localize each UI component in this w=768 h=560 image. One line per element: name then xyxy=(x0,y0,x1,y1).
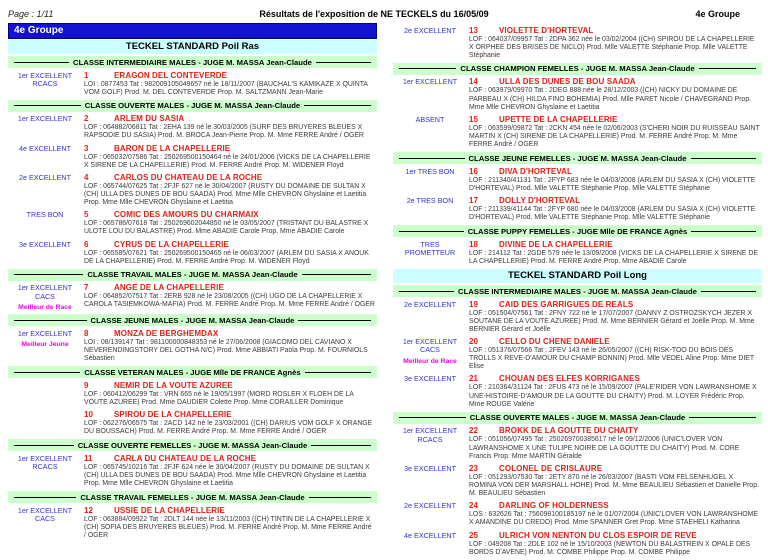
entry-number: 3 xyxy=(84,143,89,153)
entry-details: LOF : 064852/07517 Tat : 2ERB 928 né le 23/08/2005 ((CH) UGO DE LA CHAPELLERIE X CAROLA TASIEMKOWA-MAFIA) Prod. M. FERRE André Prop. M. Mme FERRE André / OGER xyxy=(84,293,375,309)
entry-details: LOF : 065745/10216 Tat : 2FJF 624 née le 30/04/2007 (RUSTY DU DOMAINE DE SULTAN X (CH) ULLA DES DUNES DE BOU SAADA) Prod. Mme Mlle CHEVRON Ghyslaine et Laetitia Prop. Mme Mlle CHEVRON Ghyslaine et Laetitia xyxy=(84,463,370,488)
entry-number: 13 xyxy=(469,25,478,35)
dog-name: CAID DES GARRIGUES DE REALS xyxy=(499,299,634,309)
award-label: CACS xyxy=(420,345,440,355)
entry-number: 6 xyxy=(84,239,89,249)
entry-details: LOF : 049208 Tat : 2DLE 102 né le 15/10/2003 (NEWTON DU BALASTREIN X OPALE DES BORDS D'AVENE) Prod. M. COMBE Philippe Prop. M. COMBE Philippe xyxy=(469,540,751,556)
dog-name: CYRUS DE LA CHAPELLERIE xyxy=(114,239,229,249)
dog-name: USSIE DE LA CHAPELLERIE xyxy=(114,505,225,515)
award-label: 4e EXCELLENT xyxy=(404,530,456,540)
award-gutter xyxy=(8,506,82,540)
award-gutter xyxy=(8,210,82,236)
award-gutter xyxy=(8,454,82,488)
award-label: TRES xyxy=(420,239,440,249)
award-label: RCACS xyxy=(417,434,443,444)
award-label: TRES BON xyxy=(26,210,64,220)
section-banner: TECKEL STANDARD Poil Ras xyxy=(8,40,377,54)
award-label: 2e EXCELLENT xyxy=(19,172,71,182)
award-gutter xyxy=(393,426,467,460)
dog-name: CHOUAN DES ELFES KORRIGANES xyxy=(499,374,640,384)
class-banner xyxy=(8,366,377,378)
award-label: 1er EXCELLENT xyxy=(402,426,458,436)
result-entry xyxy=(393,374,762,408)
dog-name: CARLOS DU CHATEAU DE LA ROCHE xyxy=(114,172,263,182)
entry-details: LOF : 211339/41144 Tat : 2FYP 680 née le 04/03/2008 (ARLEM DU SASIA X (CH) VIOLETTE D'HORTEVAL) Prod. Mlle VALETTE Stéphanie Prop. Mlle VALETTE Stéphanie xyxy=(469,206,756,222)
class-banner-label: CLASSE PUPPY FEMELLES - JUGE Mlle DE FRANCE Agnès xyxy=(467,226,688,236)
entry-number: 14 xyxy=(469,77,478,87)
report-title: Résultats de l'exposition de NE TECKELS du 16/05/09 xyxy=(259,9,489,19)
entry-body xyxy=(82,381,377,407)
dog-name: MONZA DE BERGHEMDAX xyxy=(114,328,219,338)
class-banner-label: CLASSE INTERMEDIAIRE MALES - JUGE M. MASSA Jean-Claude xyxy=(458,286,697,296)
award-label: CACS xyxy=(35,514,55,524)
entry-details: LOF : 063599/09872 Tat : 2CKN 454 née le 02/06/2003 (S'CHERI NOIR DU RUISSEAU SAINT MARTIN X (CH) SIRENE DE LA CHAPELLERIE) Prod. M. FERRE André Prop. M. Mme FERRE André / OGER xyxy=(469,124,760,149)
award-gutter xyxy=(393,374,467,408)
dog-name: ULRICH VON NENTON DU CLOS ESPOIR DE REVE xyxy=(499,530,697,540)
class-banner-label: CLASSE JEUNE FEMELLES - JUGE M. MASSA Jean-Claude xyxy=(468,153,687,163)
award-label: ABSENT xyxy=(415,114,445,124)
entry-body xyxy=(467,167,762,193)
award-gutter xyxy=(8,240,82,266)
page-number: Page : 1/11 xyxy=(8,9,54,19)
result-entry xyxy=(393,300,762,334)
award-label: 1er EXCELLENT xyxy=(17,453,73,463)
dog-name: ERAGON DEL CONTEVERDE xyxy=(114,70,228,80)
section-banner: TECKEL STANDARD Poil Long xyxy=(393,269,762,283)
entry-details: LOF : 065786/07618 Tat : 250269602044850 né le 03/05/2007 (TRISTANT DU BALASTRE X ULOTE LOU DU BALASTRE) Prod. Mme ABADIE Carole Prop. Mme ABADIE Carole xyxy=(84,220,369,236)
group-banner: 4e Groupe xyxy=(8,23,377,39)
columns-container xyxy=(0,23,768,560)
entry-title-line xyxy=(467,196,762,205)
entry-number: 15 xyxy=(469,114,478,124)
result-entry xyxy=(393,337,762,371)
award-gutter xyxy=(393,26,467,60)
award-label: 1er EXCELLENT xyxy=(402,77,458,87)
class-banner-label: CLASSE OUVERTE MALES - JUGE M. MASSA Jean-Claude xyxy=(84,101,301,111)
award-gutter xyxy=(393,115,467,149)
entry-title-line xyxy=(467,501,762,510)
dog-name: COLONEL DE CRISLAURE xyxy=(499,463,603,473)
class-banner xyxy=(8,314,377,326)
entry-title-line xyxy=(82,410,377,419)
entry-details: LOF : 062276/06575 Tat : 2ACD 142 né le 23/03/2001 ((CH) DARIUS VOM GOLF X ORANGE DU BOUSSACH) Prod. M. FERRE André Prop. M. Mme FERRE André / OGER xyxy=(84,420,373,436)
dog-name: UPETTE DE LA CHAPELLERIE xyxy=(499,114,618,124)
entry-body xyxy=(467,531,762,557)
group-label-header: 4e Groupe xyxy=(695,9,740,19)
entry-number: 10 xyxy=(84,410,93,420)
entry-details: LOI : 08/139147 Tat : 981100000848353 né le 27/06/2008 (GIACOMO DEL CAVIANO X NEVERENDINGSTORY DEL GOTHA N/C) Prod. Mme ABBIATI Paola Prop. M. FOURNIOLS Sébastien xyxy=(84,338,368,363)
entry-title-line xyxy=(467,300,762,309)
special-award-label: Meilleur de Race xyxy=(403,357,457,365)
award-gutter xyxy=(393,240,467,266)
dog-name: ARLEM DU SASIA xyxy=(114,114,185,124)
entry-body xyxy=(467,240,762,266)
entry-details: LOF : 051376/07566 Tat : 2FEV 143 né le 26/05/2007 ((CH) RISK-TOO DU BOIS DES TROLLS X REVE-D'AMOUR DU CHAMP BONNIN) Prod. Mlle VEDEL Aline Prop. Mme DIET Elise xyxy=(469,347,754,371)
entry-title-line xyxy=(467,531,762,540)
entry-details: LOF : 065585/07621 Tat : 250269500150465 né le 06/03/2007 (ARLEM DU SASIA X ANOUK DE LA CHAPELLERIE) Prod. M. FERRE André Prop. M. WIDENER Floyd xyxy=(84,249,369,265)
class-banner-label: CLASSE TRAVAIL FEMELLES - JUGE M. MASSA Jean-Claude xyxy=(80,492,305,502)
entry-title-line xyxy=(467,426,762,435)
entry-details: LOF : 064882/06811 Tat : 2EHA 139 né le 30/03/2005 (SURF DES BRUYERES BLEUES X RAPSODIE DU SASIA) Prod. M. BROCA Jean-Pierre Prop. M. Mme FERRE André / OGER xyxy=(84,124,364,140)
class-banner xyxy=(8,100,377,112)
award-gutter xyxy=(393,196,467,222)
special-award-label: Meilleur Jeune xyxy=(21,341,69,349)
entry-number: 2 xyxy=(84,114,89,124)
dog-name: DIVINE DE LA CHAPELLERIE xyxy=(499,239,613,249)
entry-details: LOF : 214112 Tat : 2GDE 579 née le 13/09/2008 (VICKS DE LA CHAPELLERIE X SIRENE DE LA CHAPELLERIE) Prod. M. FERRE André Prop. Mme ABADIE Carole xyxy=(469,249,758,265)
award-gutter xyxy=(8,71,82,97)
entry-body xyxy=(82,144,377,170)
award-label: 1er EXCELLENT xyxy=(17,283,73,293)
entry-title-line xyxy=(82,454,377,463)
entry-title-line xyxy=(467,240,762,249)
result-entry xyxy=(8,240,377,266)
entry-title-line xyxy=(467,167,762,176)
dog-name: SPIROU DE LA CHAPELLERIE xyxy=(114,410,232,420)
entry-details: LOF : 065744/07625 Tat : 2FJF 627 né le 30/04/2007 (RUSTY DU DOMAINE DE SULTAN X (CH) ULLA DES DUNES DE BOU SAADA) Prod. Mme Mlle CHEVRON Ghyslaine et Laetitia Prop. Mme Mlle CHEVRON Ghyslaine et Laetitia xyxy=(84,182,367,207)
entry-body xyxy=(467,77,762,111)
entry-body xyxy=(467,115,762,149)
award-label: 3e EXCELLENT xyxy=(404,463,456,473)
entry-body xyxy=(82,283,377,311)
award-gutter xyxy=(393,531,467,557)
award-gutter xyxy=(393,300,467,334)
class-banner-label: CLASSE TRAVAIL MALES - JUGE M. MASSA Jean-Claude xyxy=(87,270,298,280)
award-gutter xyxy=(393,464,467,498)
result-entry xyxy=(393,167,762,193)
award-label: 1er EXCELLENT xyxy=(17,505,73,515)
result-entry xyxy=(8,144,377,170)
class-banner-label: CLASSE CHAMPION FEMELLES - JUGE M. MASSA Jean-Claude xyxy=(460,64,695,74)
entry-details: LOF : 063979/09970 Tat : 2DEG 888 née le 28/12/2003 ((CH) NICKY DU DOMAINE DE PARBEAU X (CH) HILDA FINO BOHEMIA) Prod. Mlle PARET Nicole / CHAVEGRAND Prop. Mme Mlle CHEVRON Ghyslaine et Laetitia xyxy=(469,87,752,111)
entry-number: 12 xyxy=(84,505,93,515)
entry-body xyxy=(82,173,377,207)
entry-details: LOF : 064037/09957 Tat : 2DPA 362 née le 03/02/2004 ((CH) SPIROU DE LA CHAPELLERIE X ORPHEE DES BRISES DE NICLO) Prod. Mlle VALETTE Stéphanie Prop. Mlle VALETTE Stéphanie xyxy=(469,35,755,59)
entry-body xyxy=(82,114,377,140)
dog-name: CELLO DU CHENE DANIELE xyxy=(499,337,610,347)
class-banner xyxy=(8,269,377,281)
result-entry xyxy=(393,240,762,266)
award-label: PROMETTEUR xyxy=(404,248,456,258)
award-label: 2e EXCELLENT xyxy=(404,299,456,309)
entry-body xyxy=(82,71,377,97)
dog-name: ULLA DES DUNES DE BOU SAADA xyxy=(499,77,636,87)
award-gutter xyxy=(393,501,467,527)
entry-details: LOF : 210364/31124 Tat : 2FUS 473 né le 15/09/2007 (PALE'RIDER VON LAWRANSHOME X UNE-HISTOIRE-D'AMOUR DE LA GOUTTE DU CHAITY) Prod. M. LOYER Frédéric Prop. Mme ROUGE Valérie xyxy=(469,384,757,408)
class-banner-label: CLASSE VETERAN MALES - JUGE Mlle DE FRANCE Agnès xyxy=(84,367,301,377)
entry-title-line xyxy=(82,381,377,390)
dog-name: DOLLY D'HORTEVAL xyxy=(499,196,581,206)
entry-number: 1 xyxy=(84,70,89,80)
entry-number: 20 xyxy=(469,337,478,347)
entry-title-line xyxy=(467,77,762,86)
entry-number: 22 xyxy=(469,426,478,436)
entry-body xyxy=(82,506,377,540)
entry-details: LOS : 632626 Tat : 756098100185197 né le 01/07/2004 (UNIC'LOVER VON LAWRANSHOME X AMANDINE DU CREDO) Prod. Mme SPANNER Gret Prop. Mme STAEHELI Katharina xyxy=(469,511,758,527)
dog-name: BROKK DE LA GOUTTE DU CHAITY xyxy=(499,426,639,436)
award-label: 1er EXCELLENT xyxy=(17,70,73,80)
dog-name: CARLA DU CHATEAU DE LA ROCHE xyxy=(114,453,257,463)
entry-number: 23 xyxy=(469,463,478,473)
result-entry xyxy=(393,115,762,149)
column-right xyxy=(393,23,762,560)
class-banner-label: CLASSE OUVERTE MALES - JUGE M. MASSA Jean-Claude xyxy=(469,413,686,423)
award-gutter xyxy=(8,114,82,140)
award-label: 2e EXCELLENT xyxy=(404,501,456,511)
page-header xyxy=(0,0,768,23)
dog-name: VIOLETTE D'HORTEVAL xyxy=(499,25,594,35)
entry-number: 24 xyxy=(469,501,478,511)
entry-number: 5 xyxy=(84,210,89,220)
result-entry xyxy=(8,210,377,236)
result-entry xyxy=(393,531,762,557)
entry-details: LOF : 051293/07530 Tat : 2ETY 870 né le 26/03/2007 (BASTI VOM FELSENHUGEL X ROMINA VON DER MARSHALL HOHE) Prod. M. Mme BEAULIEU Sébastien et Danielle Prop. M. BEAULIEU Sébastien xyxy=(469,473,760,498)
entry-number: 11 xyxy=(84,453,93,463)
special-award-label: Meilleur de Race xyxy=(18,303,72,311)
entry-details: LOF : 060412/06299 Tat : VRN 665 né le 19/05/1997 (MORD ROSLER X FLOEH DE LA VOUTE AZUREE) Prod. Mme DAUDIER Colette Prop. Mme CORAILLER Dominique xyxy=(84,390,354,406)
dog-name: ANGE DE LA CHAPELLERIE xyxy=(114,283,224,293)
result-entry xyxy=(8,410,377,436)
result-entry xyxy=(393,196,762,222)
entry-title-line xyxy=(467,115,762,124)
entry-details: LOF : 211340/41131 Tat : 2FYP 683 née le 04/03/2008 (ARLEM DU SASIA X (CH) VIOLETTE D'HORTEVAL) Prod. Mlle VALETTE Stéphanie Prop. Mlle VALETTE Stéphanie xyxy=(469,176,756,192)
entry-title-line xyxy=(82,283,377,292)
award-label: 3e EXCELLENT xyxy=(19,239,71,249)
column-left xyxy=(8,23,377,543)
class-banner xyxy=(393,225,762,237)
entry-body xyxy=(467,337,762,371)
entry-title-line xyxy=(467,26,762,35)
award-label: 2e EXCELLENT xyxy=(404,25,456,35)
entry-body xyxy=(467,464,762,498)
class-banner-label: CLASSE INTERMEDIAIRE MALES - JUGE M. MASSA Jean-Claude xyxy=(73,57,312,67)
entry-body xyxy=(467,196,762,222)
result-entry xyxy=(8,114,377,140)
result-entry xyxy=(8,454,377,488)
entry-title-line xyxy=(82,144,377,153)
result-entry xyxy=(8,381,377,407)
result-entry xyxy=(393,501,762,527)
class-banner-label: CLASSE OUVERTE FEMELLES - JUGE M. MASSA Jean-Claude xyxy=(77,440,308,450)
entry-title-line xyxy=(82,506,377,515)
result-entry xyxy=(8,173,377,207)
result-entry xyxy=(393,26,762,60)
award-gutter xyxy=(8,329,82,363)
result-entry xyxy=(393,77,762,111)
entry-title-line xyxy=(82,329,377,338)
entry-body xyxy=(82,210,377,236)
award-gutter xyxy=(8,144,82,170)
entry-number: 4 xyxy=(84,172,89,182)
entry-number: 18 xyxy=(469,239,478,249)
award-gutter xyxy=(8,283,82,311)
result-entry xyxy=(393,426,762,460)
result-entry xyxy=(393,464,762,498)
class-banner xyxy=(393,285,762,297)
entry-body xyxy=(82,329,377,363)
entry-title-line xyxy=(82,173,377,182)
dog-name: DIVA D'HORTEVAL xyxy=(499,166,573,176)
award-label: 4e EXCELLENT xyxy=(19,143,71,153)
entry-number: 21 xyxy=(469,374,478,384)
entry-number: 25 xyxy=(469,530,478,540)
class-banner-label: CLASSE JEUNE MALES - JUGE M. MASSA Jean-Claude xyxy=(90,315,295,325)
entry-title-line xyxy=(467,374,762,383)
class-banner xyxy=(393,412,762,424)
award-label: 1er EXCELLENT xyxy=(402,337,458,347)
entry-number: 7 xyxy=(84,283,89,293)
award-label: CACS xyxy=(35,291,55,301)
award-gutter xyxy=(8,173,82,207)
award-label: RCACS xyxy=(32,78,58,88)
dog-name: COMIC DES AMOURS DU CHARMAIX xyxy=(114,210,259,220)
dog-name: NEMIR DE LA VOUTE AZUREE xyxy=(114,380,233,390)
award-gutter xyxy=(393,77,467,111)
award-label: 1er TRES BON xyxy=(405,166,455,176)
entry-body xyxy=(467,501,762,527)
entry-number: 8 xyxy=(84,328,89,338)
entry-details: LOF : 065032/07586 Tat : 250269500150464 né le 24/01/2006 (VICKS DE LA CHAPELLERIE X SIRENE DE LA CHAPELLERIE) Prod. M. FERRE André Prop. M. WIDENER Floyd xyxy=(84,153,371,169)
entry-number: 16 xyxy=(469,166,478,176)
entry-details: LOF : 051056/07495 Tat : 250269700385617 né le 09/12/2006 (UNIC'LOVER VON LAWRANSHOME X UNE TULIPE NOIRE DE LA GOUTTE DU CHAITY) Prod. M. CORE Francis Prop. Mme MARTIN Géralde xyxy=(469,436,740,460)
result-entry xyxy=(8,329,377,363)
entry-body xyxy=(467,374,762,408)
entry-details: LOF : 051504/07561 Tat : 2FNY 722 né le 17/07/2007 (DANNY Z OSTROZSKYCH JEZER X SOUTANE DE LA VOUTE AZUREE) Prod. M. Mme BERNIER Gérard et Joëlle Prop. M. Mme BERNIER Gérard et Joëlle xyxy=(469,309,755,333)
entry-body xyxy=(82,454,377,488)
entry-title-line xyxy=(82,240,377,249)
class-banner xyxy=(8,439,377,451)
entry-details: LOF : 063884/09922 Tat : 2DLT 144 née le 13/11/2003 ((CH) TINTIN DE LA CHAPELLERIE X (CH) SOFIA DES BRUYERES BLEUES) Prod. M. FERRE André Prop. M. Mme FERRE André / OGER xyxy=(84,515,372,540)
entry-number: 17 xyxy=(469,196,478,206)
class-banner xyxy=(8,491,377,503)
entry-details: LOI : 0877453 Tat : 982009105049657 né le 18/11/2007 (BAUCHAL'S KAMIKAZE X QUINTA VOM GOLF) Prod. M. DEL CONTEVERDE Prop. M. SALTZMANN Jean-Marie xyxy=(84,80,368,96)
award-gutter xyxy=(8,381,82,407)
award-gutter xyxy=(8,410,82,436)
award-label: 1er EXCELLENT xyxy=(17,114,73,124)
result-entry xyxy=(8,71,377,97)
class-banner xyxy=(393,63,762,75)
entry-title-line xyxy=(82,210,377,219)
entry-body xyxy=(467,426,762,460)
entry-title-line xyxy=(82,114,377,123)
entry-title-line xyxy=(82,71,377,80)
award-gutter xyxy=(393,337,467,371)
entry-title-line xyxy=(467,337,762,346)
award-label: 2e TRES BON xyxy=(406,196,454,206)
entry-number: 9 xyxy=(84,380,89,390)
class-banner xyxy=(8,56,377,68)
entry-body xyxy=(467,26,762,60)
award-gutter xyxy=(393,167,467,193)
entry-body xyxy=(467,300,762,334)
dog-name: BARON DE LA CHAPELLERIE xyxy=(114,143,231,153)
entry-body xyxy=(82,240,377,266)
result-entry xyxy=(8,506,377,540)
class-banner xyxy=(393,152,762,164)
result-entry xyxy=(8,283,377,311)
dog-name: DARLING OF HOLDERNESS xyxy=(499,501,609,511)
award-label: 1er EXCELLENT xyxy=(17,328,73,338)
entry-title-line xyxy=(467,464,762,473)
award-label: RCACS xyxy=(32,462,58,472)
award-label: 3e EXCELLENT xyxy=(404,374,456,384)
entry-number: 19 xyxy=(469,299,478,309)
entry-body xyxy=(82,410,377,436)
